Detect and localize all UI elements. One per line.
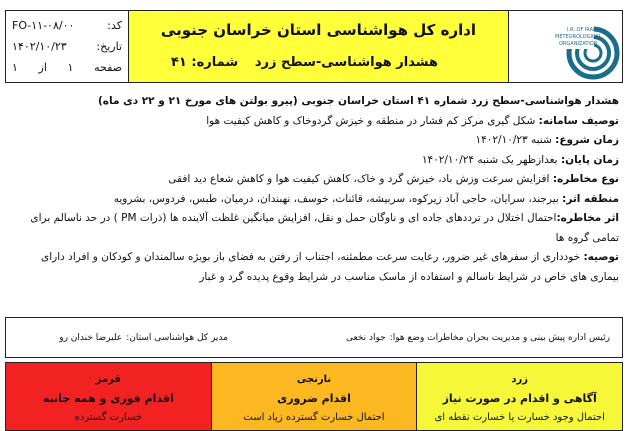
page-label: صفحه xyxy=(94,61,122,74)
warning-body xyxy=(10,92,619,287)
code-label: کد: xyxy=(107,19,122,32)
svg-text:ORGANIZATION: ORGANIZATION xyxy=(559,41,598,47)
warning-heading: هشدار هواشناسی-سطح زرد شماره ۴۱ استان خراسان جنوبی (پیرو بولتن های مورخ ۲۱ و ۲۲ دی ماه) xyxy=(98,95,619,107)
row-recommendation: توصیه: خودداری از سفرهای غیر ضرور، رعایت سرعت مطمئنه، اجتناب از رفتن به فضای باز بویژه سالمندان و کودکان و افراد دارای بیماری های خاص در شرایط ناسالم و استفاده از ماسک مناسب در شرایط وقوع پدیده گرد و غبار xyxy=(41,251,619,283)
pages-value: ۱ xyxy=(12,61,18,74)
row-hazard-type: نوع مخاطره: افزایش سرعت وزش باد، خیزش گرد و خاک، کاهش کیفیت هوا و کاهش شعاع دید افقی xyxy=(168,173,619,185)
director-label: مدیر کل هواشناسی استان: xyxy=(126,332,228,343)
director-name: علیرضا خندان رو xyxy=(59,332,123,343)
meteorological-organization-logo xyxy=(509,11,622,82)
signatures xyxy=(5,317,623,358)
of-label: از xyxy=(38,61,47,74)
document-meta xyxy=(6,11,129,82)
level-red: قرمز اقدام فوری و همه جانبه خسارت گسترده xyxy=(6,363,211,430)
head-name: جواد نخعی xyxy=(345,332,386,343)
date-label: تاریخ: xyxy=(96,40,122,53)
row-start-time: زمان شروع: شنبه ۱۴۰۲/۱۰/۲۳ xyxy=(475,134,619,146)
code-value: FO-۱۱-۰۸/۰۰ xyxy=(12,19,75,32)
head-label: رئیس اداره پیش بینی و مدیریت بحران مخاطرات وضع هوا: xyxy=(389,332,610,343)
level-orange: نارنجی اقدام ضروری احتمال خسارت گسترده زیاد است xyxy=(211,363,417,430)
row-affected-area: منطقه اثر: بیرجند، سرایان، حاجی آباد زیرکوه، سربیشه، قائنات، خوسف، نهبندان، درمیان، طبس، فردوس، بشرویه xyxy=(113,192,619,205)
document-header xyxy=(5,10,623,83)
row-hazard-impact: اثر مخاطره:احتمال اختلال در ترددهای جاده ای و ناوگان حمل و نقل، افزایش میانگین غلظت آلاینده ها (ذرات PM ) در حد ناسالم برای تمامی گروه ها xyxy=(30,212,619,244)
row-system-description: توصیف سامانه: شکل گیری مرکز کم فشار در منطقه و خیزش گردوخاک و کاهش کیفیت هوا xyxy=(206,114,619,127)
row-end-time: زمان پایان: بعدازظهر یک شنبه ۱۴۰۲/۱۰/۲۴ xyxy=(421,153,619,166)
level-yellow: زرد آگاهی و اقدام در صورت نیاز احتمال وجود خسارت یا خسارت نقطه ای xyxy=(416,363,622,430)
title-block xyxy=(129,11,509,82)
date-value: ۱۴۰۲/۱۰/۲۳ xyxy=(12,40,67,53)
svg-text:I.R. OF IRAN: I.R. OF IRAN xyxy=(567,27,597,33)
warning-level-title: هشدار هواشناسی-سطح زرد xyxy=(254,55,438,70)
warning-number: شماره: ۴۱ xyxy=(171,55,239,70)
svg-text:METEOROLOGICAL: METEOROLOGICAL xyxy=(555,34,602,40)
org-title: اداره کل هواشناسی استان خراسان جنوبی xyxy=(160,21,477,39)
warning-levels-legend xyxy=(5,362,623,431)
page-value: ۱ xyxy=(67,61,74,74)
